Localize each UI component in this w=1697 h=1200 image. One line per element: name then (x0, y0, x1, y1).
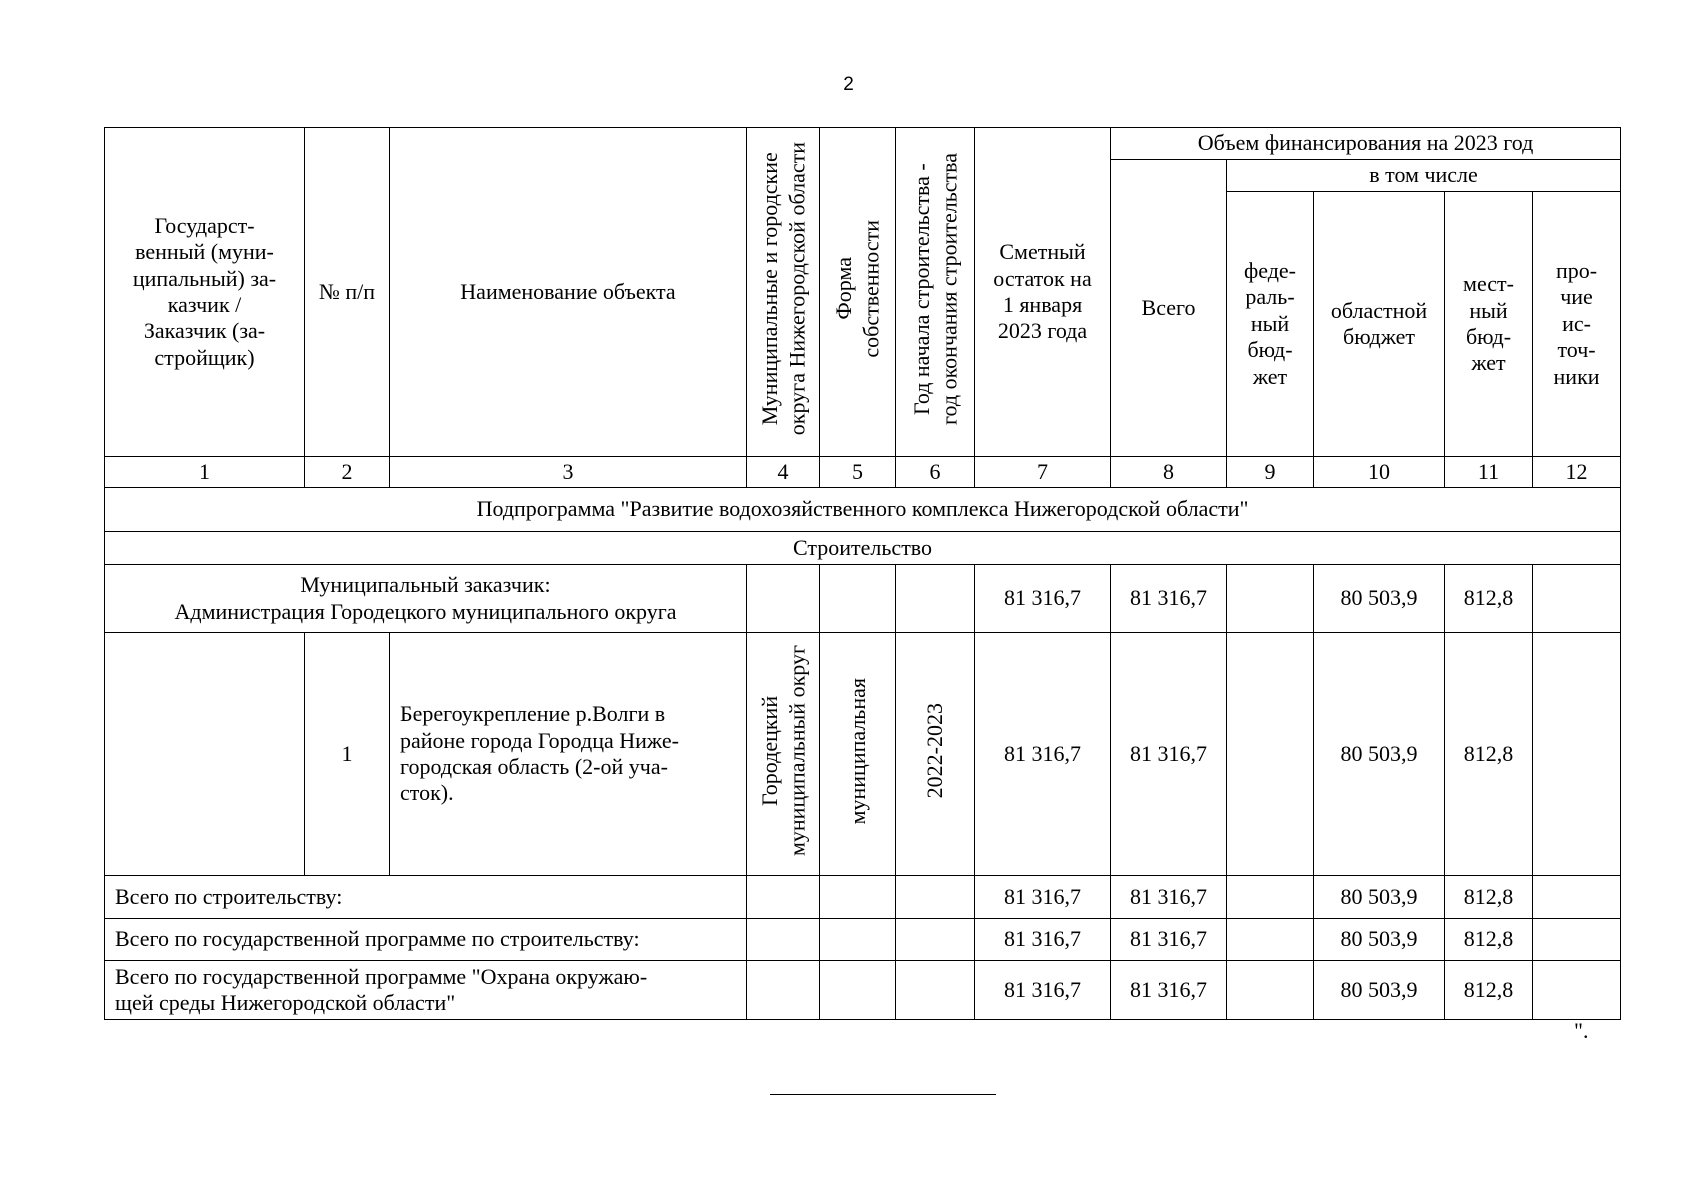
total-label: Всего по строительству: (105, 876, 747, 919)
total-local: 812,8 (1445, 919, 1533, 961)
header-years-text: Год начала строительства - год окончания строительства (908, 152, 961, 425)
total-district (747, 919, 820, 961)
header-ownership (820, 128, 896, 457)
col-number: 4 (747, 457, 820, 488)
object-total: 81 316,7 (1111, 633, 1227, 876)
col-number: 5 (820, 457, 896, 488)
col-number: 2 (305, 457, 390, 488)
section-title: Строительство (105, 532, 1621, 565)
header-object-name: Наименование объекта (390, 128, 747, 457)
total-district (747, 961, 820, 1020)
total-label: Всего по государственной программе "Охрана окружаю- щей среды Нижегородской области" (105, 961, 747, 1020)
col-number: 7 (975, 457, 1111, 488)
customer-label: Муниципальный заказчик: Администрация Городецкого муниципального округа (105, 565, 747, 633)
total-years (896, 876, 975, 919)
object-name: Берегоукрепление р.Волги в районе города Городца Ниже- городская область (2-ой уча- сток). (390, 633, 747, 876)
object-district-text: Городецкий муниципальный округ (756, 645, 809, 857)
total-other (1533, 876, 1621, 919)
header-customer: Государст- венный (муни- ципальный) за- казчик / Заказчик (за- стройщик) (105, 128, 305, 457)
col-number: 9 (1227, 457, 1314, 488)
total-local: 812,8 (1445, 961, 1533, 1020)
object-local: 812,8 (1445, 633, 1533, 876)
customer-row (105, 565, 1621, 633)
col-number: 6 (896, 457, 975, 488)
header-district-text: Муниципальные и городские округа Нижегородской области (756, 142, 809, 436)
header-row-1 (105, 128, 1621, 160)
total-regional: 80 503,9 (1314, 961, 1445, 1020)
object-number: 1 (305, 633, 390, 876)
total-regional: 80 503,9 (1314, 876, 1445, 919)
separator-line (770, 1094, 996, 1095)
total-local: 812,8 (1445, 876, 1533, 919)
customer-federal (1227, 565, 1314, 633)
header-regional-budget: областной бюджет (1314, 192, 1445, 457)
total-federal (1227, 961, 1314, 1020)
header-subgroup: в том числе (1227, 160, 1621, 192)
total-ownership (820, 961, 896, 1020)
col-number: 12 (1533, 457, 1621, 488)
total-estimate: 81 316,7 (975, 919, 1111, 961)
total-total: 81 316,7 (1111, 919, 1227, 961)
header-years (896, 128, 975, 457)
object-estimate: 81 316,7 (975, 633, 1111, 876)
header-district (747, 128, 820, 457)
customer-local: 812,8 (1445, 565, 1533, 633)
header-total: Всего (1111, 160, 1227, 457)
customer-ownership (820, 565, 896, 633)
col-number: 10 (1314, 457, 1445, 488)
subprogram-title: Подпрограмма "Развитие водохозяйственного комплекса Нижегородской области" (105, 488, 1621, 532)
total-label: Всего по государственной программе по строительству: (105, 919, 747, 961)
total-regional: 80 503,9 (1314, 919, 1445, 961)
total-ownership (820, 876, 896, 919)
object-ownership (820, 633, 896, 876)
object-ownership-text: муниципальная (844, 677, 870, 825)
total-estimate: 81 316,7 (975, 876, 1111, 919)
total-years (896, 961, 975, 1020)
object-customer (105, 633, 305, 876)
customer-other (1533, 565, 1621, 633)
total-district (747, 876, 820, 919)
col-number: 1 (105, 457, 305, 488)
financing-table (104, 127, 1621, 1020)
column-numbers-row (105, 457, 1621, 488)
total-other (1533, 919, 1621, 961)
header-federal-budget: феде- раль- ный бюд- жет (1227, 192, 1314, 457)
section-row (105, 532, 1621, 565)
total-total: 81 316,7 (1111, 876, 1227, 919)
total-row (105, 876, 1621, 919)
col-number: 11 (1445, 457, 1533, 488)
page-number: 2 (843, 74, 854, 95)
total-federal (1227, 919, 1314, 961)
header-other-sources: про- чие ис- точ- ники (1533, 192, 1621, 457)
header-estimate-balance: Сметный остаток на 1 января 2023 года (975, 128, 1111, 457)
total-federal (1227, 876, 1314, 919)
object-years (896, 633, 975, 876)
total-total: 81 316,7 (1111, 961, 1227, 1020)
object-other (1533, 633, 1621, 876)
customer-estimate: 81 316,7 (975, 565, 1111, 633)
col-number: 8 (1111, 457, 1227, 488)
total-estimate: 81 316,7 (975, 961, 1111, 1020)
header-local-budget: мест- ный бюд- жет (1445, 192, 1533, 457)
closing-quote: ". (1574, 1018, 1589, 1043)
total-other (1533, 961, 1621, 1020)
total-row (105, 919, 1621, 961)
col-number: 3 (390, 457, 747, 488)
total-years (896, 919, 975, 961)
customer-total: 81 316,7 (1111, 565, 1227, 633)
customer-district (747, 565, 820, 633)
object-regional: 80 503,9 (1314, 633, 1445, 876)
total-ownership (820, 919, 896, 961)
total-row (105, 961, 1621, 1020)
header-number: № п/п (305, 128, 390, 457)
header-financing-group: Объем финансирования на 2023 год (1111, 128, 1621, 160)
object-years-text: 2022-2023 (922, 703, 948, 799)
customer-years (896, 565, 975, 633)
object-district (747, 633, 820, 876)
customer-regional: 80 503,9 (1314, 565, 1445, 633)
object-row (105, 633, 1621, 876)
object-federal (1227, 633, 1314, 876)
subprogram-row (105, 488, 1621, 532)
header-ownership-text: Форма собственности (831, 220, 884, 358)
